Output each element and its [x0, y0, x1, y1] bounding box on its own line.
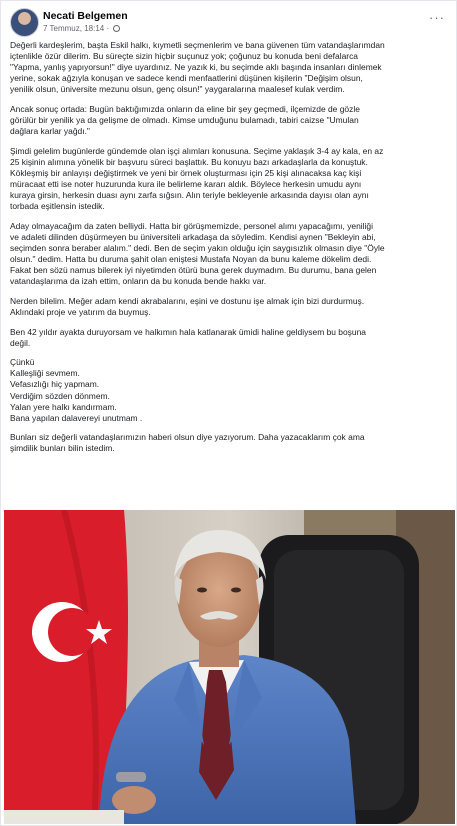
text-line: Aday olmayacağım da zaten belliydi. Hatta bir görüşmemizde, personel alımı yapacağımı, yeniliği	[10, 220, 373, 231]
photo-illustration	[4, 510, 455, 824]
post-header	[10, 7, 447, 37]
post-paragraph	[10, 327, 450, 349]
text-line: Nerden bilelim. Meğer adam kendi akrabalarını, eşini ve dostunu işe almak için bizi durdurmuş.	[10, 295, 365, 306]
text-line: ve adaleti dilinden düşürmeyen bu üniversiteli arkadaşa da söyledim. Kendisi aynen "Bekleyin abi,	[10, 231, 376, 242]
globe-icon	[113, 25, 120, 32]
post-paragraph	[10, 221, 450, 288]
author-name[interactable]: Necati Belgemen	[43, 10, 128, 22]
text-line: Değerli kardeşlerim, başta Eskil halkı, kıymetli seçmenlerim ve bana güvenen tüm vatandaşlarımdan	[10, 40, 385, 50]
text-line: Fakat ben sözü namus bilerek iyi niyetimden ötürü buna gerek duymadım. Bu durumu, bana gelen	[10, 265, 377, 276]
text-line: Kalleşliği sevmem.	[10, 368, 80, 379]
meta-separator: ·	[106, 24, 110, 33]
text-line: Verdiğim sözden dönmem.	[10, 390, 110, 401]
text-line: Şimdi gelelim bugünlerde gündemde olan işçi alımları konusuna. Seçime yaklaşık 3-4 ay kala, en az	[10, 145, 384, 156]
text-line: içtenlikle özür dilerim. Bu süreçte sizin hiçbir suçunuz yok; çoğunuz bu konuda beni defalarca	[10, 51, 358, 62]
text-line: Vefasızlığı hiç yapmam.	[10, 379, 100, 390]
more-horizontal-icon[interactable]: ···	[429, 10, 445, 25]
text-line: Çünkü	[10, 357, 35, 368]
avatar[interactable]	[10, 8, 39, 37]
text-line: torbada eşitlensin istedik.	[10, 201, 105, 212]
post-paragraph	[10, 357, 450, 424]
text-line: olsun." dedim. Hatta bu duruma şahit olan eniştesi Mustafa Noyan da bunu kaleme dökelim dedi.	[10, 254, 372, 265]
text-line: Ben 42 yıldır ayakta duruyorsam ve halkımın hala katlanarak ümidi haline geldiysem bu boşuna	[10, 326, 366, 337]
text-line: yenilik olsun, üniversite mezunu olsun, genç olsun!" yaygaralarına maalesef kulak verdim.	[10, 84, 345, 95]
post-paragraph	[10, 40, 450, 95]
post-photo[interactable]	[4, 510, 455, 824]
text-line: kuraya girsin, herkesin duası aynı zarfa sığsın. Alın teriyle bekleyenle arkasında dayısı olan aynı	[10, 190, 369, 201]
text-line: Yalan yere halkı kandırmam.	[10, 401, 117, 412]
text-line: dağlara karlar yağdı."	[10, 126, 90, 137]
post-date[interactable]: 7 Temmuz, 18:14	[43, 24, 105, 33]
post-paragraph	[10, 104, 450, 137]
text-line: vatandaşlarıma da izah ettim, onların da bu konuda bende hakkı var.	[10, 276, 267, 287]
text-line: yerine, sokak ağzıyla konuşan ve sadece kendi menfaatlerini düşünen kişilerin "Değişim olsun,	[10, 73, 363, 84]
post-text	[10, 40, 450, 463]
text-line: şimdilik bunları bilin istedim.	[10, 443, 115, 454]
text-line: Bana yapılan dalavereyi unutmam .	[10, 412, 143, 423]
text-line: 25 kişinin alımına yönelik bir başvuru süreci başlattık. Bu konuyu bazı arkadaşlarla da konuştuk.	[10, 156, 368, 167]
text-line: görülür bir yenilik ya da gelişme de olmadı. Kimse umduğunu bulamadı, tabiri caizse "Umulan	[10, 115, 359, 126]
post-paragraph	[10, 146, 450, 213]
text-line: seçimden sonra beraber alalım." dedi. Ben de seçim yakın olduğu için saygısızlık olmasın diye "Öyle	[10, 243, 385, 253]
text-line: Ancak sonuç ortada: Bugün baktığımızda onların da eline bir şey geçmedi, ilçemizde de gözle	[10, 103, 360, 114]
post-meta	[43, 24, 120, 33]
text-line: değil.	[10, 337, 31, 348]
text-line: Aklındaki proje ve yatırım da buymuş.	[10, 306, 151, 317]
text-line: müracaat etti ise noter huzurunda kura ile belirleme kararı aldık. Böylece herkesin umudu aynı	[10, 179, 362, 190]
text-line: "Yapma, yanlış yapıyorsun!" diye uyardınız. Ne yazık ki, bu seçimde aklı başında insanları dinlemek	[10, 62, 382, 73]
text-line: Bunları siz değerli vatandaşlarımızın haberi olsun diye yazıyorum. Daha yazacaklarım çok ama	[10, 432, 365, 443]
text-line: Kökleşmiş bir anlayışı değiştirmek ve yeni bir örnek oluşturması için 25 kişi alınacaksa kaç kişi	[10, 167, 362, 178]
post-paragraph	[10, 432, 450, 454]
post-paragraph	[10, 296, 450, 318]
